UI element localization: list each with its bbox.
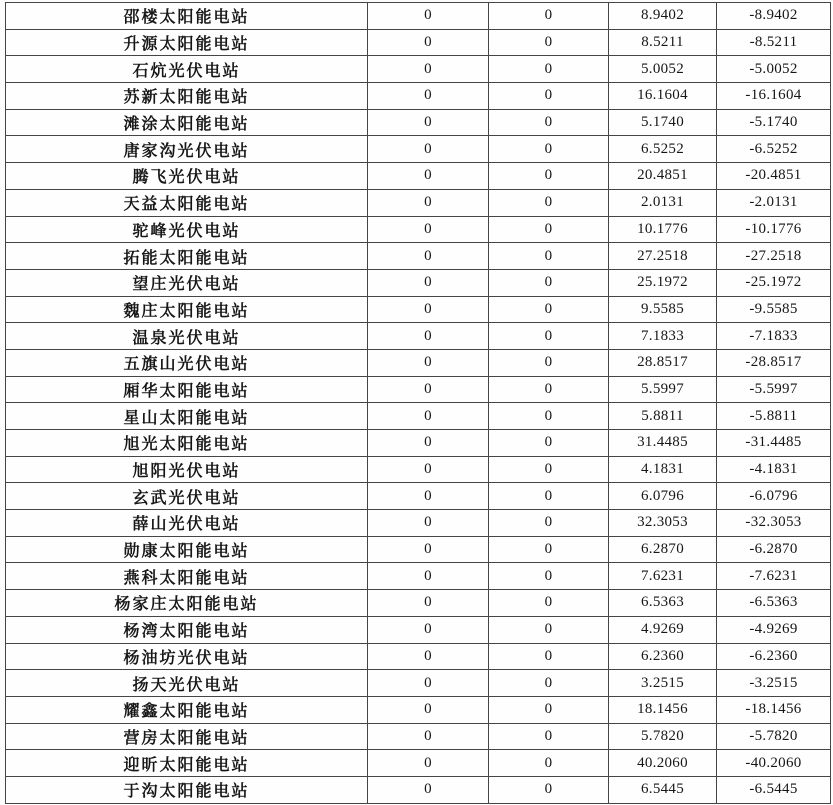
table-row xyxy=(6,29,831,56)
table-row xyxy=(6,136,831,163)
table-row xyxy=(6,189,831,216)
zero-value-cell-1: 0 xyxy=(368,723,489,750)
zero-value-cell-2: 0 xyxy=(489,243,609,270)
station-name-cell: 腾飞光伏电站 xyxy=(6,163,368,190)
negative-value-cell: -28.8517 xyxy=(717,349,831,376)
positive-value-cell: 28.8517 xyxy=(609,349,717,376)
table-row xyxy=(6,723,831,750)
negative-value-cell: -10.1776 xyxy=(717,216,831,243)
zero-value-cell-2: 0 xyxy=(489,483,609,510)
zero-value-cell-1: 0 xyxy=(368,510,489,537)
positive-value-cell: 31.4485 xyxy=(609,430,717,457)
table-row xyxy=(6,163,831,190)
table-row xyxy=(6,776,831,803)
zero-value-cell-1: 0 xyxy=(368,590,489,617)
station-name-cell: 天益太阳能电站 xyxy=(6,189,368,216)
table-row xyxy=(6,56,831,83)
negative-value-cell: -6.2360 xyxy=(717,643,831,670)
station-name-cell: 玄武光伏电站 xyxy=(6,483,368,510)
negative-value-cell: -5.5997 xyxy=(717,376,831,403)
table-row xyxy=(6,643,831,670)
zero-value-cell-2: 0 xyxy=(489,83,609,110)
zero-value-cell-1: 0 xyxy=(368,109,489,136)
table-row xyxy=(6,323,831,350)
positive-value-cell: 6.5252 xyxy=(609,136,717,163)
zero-value-cell-1: 0 xyxy=(368,323,489,350)
station-name-cell: 勋康太阳能电站 xyxy=(6,536,368,563)
negative-value-cell: -2.0131 xyxy=(717,189,831,216)
table-row xyxy=(6,243,831,270)
positive-value-cell: 6.2870 xyxy=(609,536,717,563)
zero-value-cell-2: 0 xyxy=(489,430,609,457)
negative-value-cell: -7.6231 xyxy=(717,563,831,590)
station-name-cell: 薛山光伏电站 xyxy=(6,510,368,537)
positive-value-cell: 5.0052 xyxy=(609,56,717,83)
zero-value-cell-1: 0 xyxy=(368,56,489,83)
zero-value-cell-1: 0 xyxy=(368,136,489,163)
positive-value-cell: 4.1831 xyxy=(609,456,717,483)
negative-value-cell: -40.2060 xyxy=(717,750,831,777)
zero-value-cell-2: 0 xyxy=(489,723,609,750)
negative-value-cell: -5.0052 xyxy=(717,56,831,83)
table-row xyxy=(6,750,831,777)
station-name-cell: 魏庄太阳能电站 xyxy=(6,296,368,323)
zero-value-cell-2: 0 xyxy=(489,590,609,617)
negative-value-cell: -6.2870 xyxy=(717,536,831,563)
station-name-cell: 厢华太阳能电站 xyxy=(6,376,368,403)
positive-value-cell: 32.3053 xyxy=(609,510,717,537)
negative-value-cell: -5.8811 xyxy=(717,403,831,430)
negative-value-cell: -6.5445 xyxy=(717,776,831,803)
positive-value-cell: 18.1456 xyxy=(609,696,717,723)
positive-value-cell: 7.1833 xyxy=(609,323,717,350)
positive-value-cell: 2.0131 xyxy=(609,189,717,216)
negative-value-cell: -20.4851 xyxy=(717,163,831,190)
zero-value-cell-1: 0 xyxy=(368,243,489,270)
negative-value-cell: -16.1604 xyxy=(717,83,831,110)
zero-value-cell-2: 0 xyxy=(489,563,609,590)
zero-value-cell-2: 0 xyxy=(489,56,609,83)
zero-value-cell-1: 0 xyxy=(368,456,489,483)
positive-value-cell: 5.5997 xyxy=(609,376,717,403)
positive-value-cell: 20.4851 xyxy=(609,163,717,190)
table-row xyxy=(6,296,831,323)
negative-value-cell: -3.2515 xyxy=(717,670,831,697)
positive-value-cell: 5.1740 xyxy=(609,109,717,136)
station-name-cell: 望庄光伏电站 xyxy=(6,269,368,296)
positive-value-cell: 8.5211 xyxy=(609,29,717,56)
negative-value-cell: -31.4485 xyxy=(717,430,831,457)
positive-value-cell: 6.2360 xyxy=(609,643,717,670)
table-row xyxy=(6,403,831,430)
table-row xyxy=(6,3,831,30)
station-name-cell: 五旗山光伏电站 xyxy=(6,349,368,376)
table-row xyxy=(6,536,831,563)
station-name-cell: 驼峰光伏电站 xyxy=(6,216,368,243)
station-name-cell: 迎昕太阳能电站 xyxy=(6,750,368,777)
table-row xyxy=(6,696,831,723)
station-name-cell: 温泉光伏电站 xyxy=(6,323,368,350)
table-row xyxy=(6,670,831,697)
zero-value-cell-2: 0 xyxy=(489,403,609,430)
zero-value-cell-1: 0 xyxy=(368,403,489,430)
negative-value-cell: -7.1833 xyxy=(717,323,831,350)
positive-value-cell: 40.2060 xyxy=(609,750,717,777)
zero-value-cell-1: 0 xyxy=(368,376,489,403)
positive-value-cell: 16.1604 xyxy=(609,83,717,110)
zero-value-cell-2: 0 xyxy=(489,349,609,376)
station-name-cell: 耀鑫太阳能电站 xyxy=(6,696,368,723)
zero-value-cell-2: 0 xyxy=(489,136,609,163)
negative-value-cell: -4.9269 xyxy=(717,616,831,643)
station-name-cell: 杨家庄太阳能电站 xyxy=(6,590,368,617)
zero-value-cell-2: 0 xyxy=(489,323,609,350)
zero-value-cell-2: 0 xyxy=(489,776,609,803)
negative-value-cell: -18.1456 xyxy=(717,696,831,723)
negative-value-cell: -6.0796 xyxy=(717,483,831,510)
zero-value-cell-1: 0 xyxy=(368,643,489,670)
station-name-cell: 石炕光伏电站 xyxy=(6,56,368,83)
zero-value-cell-2: 0 xyxy=(489,696,609,723)
zero-value-cell-1: 0 xyxy=(368,29,489,56)
table-row xyxy=(6,483,831,510)
zero-value-cell-1: 0 xyxy=(368,483,489,510)
zero-value-cell-1: 0 xyxy=(368,349,489,376)
zero-value-cell-2: 0 xyxy=(489,536,609,563)
negative-value-cell: -25.1972 xyxy=(717,269,831,296)
positive-value-cell: 6.0796 xyxy=(609,483,717,510)
zero-value-cell-2: 0 xyxy=(489,296,609,323)
zero-value-cell-1: 0 xyxy=(368,750,489,777)
table-row xyxy=(6,349,831,376)
negative-value-cell: -6.5252 xyxy=(717,136,831,163)
station-name-cell: 杨湾太阳能电站 xyxy=(6,616,368,643)
table-row xyxy=(6,430,831,457)
table-row xyxy=(6,590,831,617)
station-name-cell: 杨油坊光伏电站 xyxy=(6,643,368,670)
positive-value-cell: 7.6231 xyxy=(609,563,717,590)
table-row xyxy=(6,216,831,243)
zero-value-cell-1: 0 xyxy=(368,163,489,190)
positive-value-cell: 25.1972 xyxy=(609,269,717,296)
power-station-table xyxy=(5,2,831,804)
table-row xyxy=(6,83,831,110)
station-name-cell: 旭阳光伏电站 xyxy=(6,456,368,483)
negative-value-cell: -5.7820 xyxy=(717,723,831,750)
station-name-cell: 唐家沟光伏电站 xyxy=(6,136,368,163)
zero-value-cell-1: 0 xyxy=(368,189,489,216)
zero-value-cell-2: 0 xyxy=(489,510,609,537)
table-row xyxy=(6,510,831,537)
zero-value-cell-2: 0 xyxy=(489,3,609,30)
negative-value-cell: -32.3053 xyxy=(717,510,831,537)
negative-value-cell: -27.2518 xyxy=(717,243,831,270)
zero-value-cell-2: 0 xyxy=(489,616,609,643)
zero-value-cell-2: 0 xyxy=(489,163,609,190)
zero-value-cell-2: 0 xyxy=(489,109,609,136)
positive-value-cell: 4.9269 xyxy=(609,616,717,643)
zero-value-cell-2: 0 xyxy=(489,216,609,243)
station-name-cell: 扬天光伏电站 xyxy=(6,670,368,697)
station-name-cell: 营房太阳能电站 xyxy=(6,723,368,750)
station-name-cell: 燕科太阳能电站 xyxy=(6,563,368,590)
zero-value-cell-1: 0 xyxy=(368,563,489,590)
zero-value-cell-2: 0 xyxy=(489,269,609,296)
table-row xyxy=(6,376,831,403)
negative-value-cell: -6.5363 xyxy=(717,590,831,617)
negative-value-cell: -8.5211 xyxy=(717,29,831,56)
zero-value-cell-2: 0 xyxy=(489,750,609,777)
station-name-cell: 于沟太阳能电站 xyxy=(6,776,368,803)
station-name-cell: 旭光太阳能电站 xyxy=(6,430,368,457)
zero-value-cell-1: 0 xyxy=(368,216,489,243)
zero-value-cell-1: 0 xyxy=(368,430,489,457)
zero-value-cell-1: 0 xyxy=(368,536,489,563)
zero-value-cell-2: 0 xyxy=(489,670,609,697)
negative-value-cell: -8.9402 xyxy=(717,3,831,30)
positive-value-cell: 8.9402 xyxy=(609,3,717,30)
table-row xyxy=(6,616,831,643)
station-name-cell: 邵楼太阳能电站 xyxy=(6,3,368,30)
zero-value-cell-1: 0 xyxy=(368,776,489,803)
zero-value-cell-1: 0 xyxy=(368,616,489,643)
table-row xyxy=(6,456,831,483)
zero-value-cell-1: 0 xyxy=(368,296,489,323)
negative-value-cell: -5.1740 xyxy=(717,109,831,136)
negative-value-cell: -9.5585 xyxy=(717,296,831,323)
negative-value-cell: -4.1831 xyxy=(717,456,831,483)
zero-value-cell-1: 0 xyxy=(368,3,489,30)
table-row xyxy=(6,563,831,590)
zero-value-cell-2: 0 xyxy=(489,29,609,56)
station-name-cell: 苏新太阳能电站 xyxy=(6,83,368,110)
zero-value-cell-2: 0 xyxy=(489,456,609,483)
positive-value-cell: 27.2518 xyxy=(609,243,717,270)
station-name-cell: 拓能太阳能电站 xyxy=(6,243,368,270)
positive-value-cell: 3.2515 xyxy=(609,670,717,697)
station-name-cell: 星山太阳能电站 xyxy=(6,403,368,430)
zero-value-cell-2: 0 xyxy=(489,643,609,670)
zero-value-cell-1: 0 xyxy=(368,83,489,110)
positive-value-cell: 5.8811 xyxy=(609,403,717,430)
positive-value-cell: 10.1776 xyxy=(609,216,717,243)
positive-value-cell: 9.5585 xyxy=(609,296,717,323)
positive-value-cell: 6.5445 xyxy=(609,776,717,803)
table-row xyxy=(6,269,831,296)
station-name-cell: 滩涂太阳能电站 xyxy=(6,109,368,136)
station-table-body xyxy=(6,3,831,804)
zero-value-cell-1: 0 xyxy=(368,696,489,723)
zero-value-cell-1: 0 xyxy=(368,670,489,697)
station-name-cell: 升源太阳能电站 xyxy=(6,29,368,56)
zero-value-cell-2: 0 xyxy=(489,189,609,216)
zero-value-cell-1: 0 xyxy=(368,269,489,296)
positive-value-cell: 6.5363 xyxy=(609,590,717,617)
zero-value-cell-2: 0 xyxy=(489,376,609,403)
positive-value-cell: 5.7820 xyxy=(609,723,717,750)
table-row xyxy=(6,109,831,136)
